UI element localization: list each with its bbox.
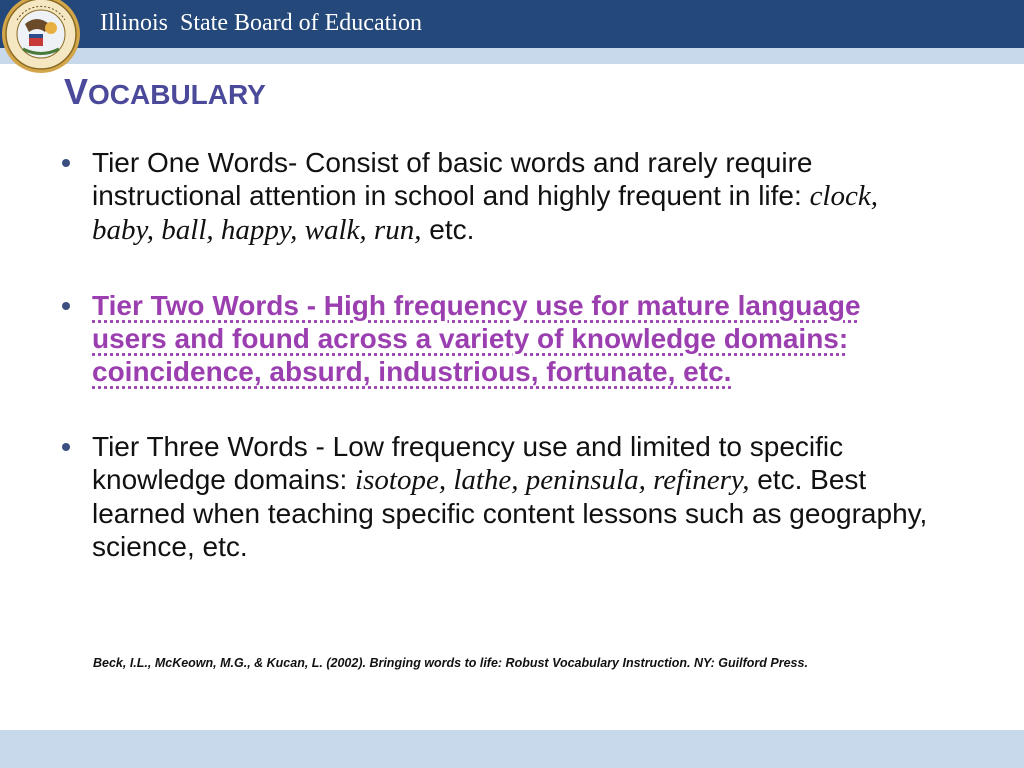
tier-two-text: Tier Two Words - High frequency use for mature language users and found across a variety of knowledge domains: coincidence, absurd, industrious, fortunate, etc. bbox=[92, 290, 861, 387]
state-seal-icon bbox=[1, 0, 81, 74]
tier-one-tail: etc. bbox=[421, 214, 475, 245]
bullet-dot-icon bbox=[62, 443, 70, 451]
citation: Beck, I.L., McKeown, M.G., & Kucan, L. (2002). Bringing words to life: Robust Vocabulary Instruction. NY: Guilford Press. bbox=[93, 656, 808, 670]
bullet-dot-icon bbox=[62, 302, 70, 310]
tier-three-text: Tier Three Words - Low frequency use and limited to specific knowledge domains: bbox=[92, 431, 844, 495]
slide-title-rest: OCABULARY bbox=[88, 79, 266, 110]
bullet-dot-icon bbox=[62, 159, 70, 167]
bullet-tier-three bbox=[62, 430, 942, 563]
header-org-name: Illinois State Board of Education bbox=[100, 10, 422, 36]
slide-title-capital: V bbox=[64, 71, 89, 112]
tier-one-text: Tier One Words- Consist of basic words and rarely require instructional attention in school and highly frequent in life: bbox=[92, 147, 813, 211]
tier-one-examples: clock, baby, ball, happy, walk, run, bbox=[92, 180, 878, 246]
tier-three-examples: isotope, lathe, peninsula, refinery, bbox=[355, 464, 750, 496]
tier-three-tail: etc. Best learned when teaching specific content lessons such as geography, science, etc. bbox=[92, 464, 928, 562]
bullet-tier-two bbox=[62, 289, 942, 388]
footer-bar bbox=[0, 730, 1024, 768]
bullet-list bbox=[62, 146, 942, 563]
header-stripe bbox=[0, 48, 1024, 64]
bullet-tier-one bbox=[62, 146, 942, 247]
header-bar bbox=[0, 0, 1024, 48]
slide-title bbox=[64, 72, 266, 115]
